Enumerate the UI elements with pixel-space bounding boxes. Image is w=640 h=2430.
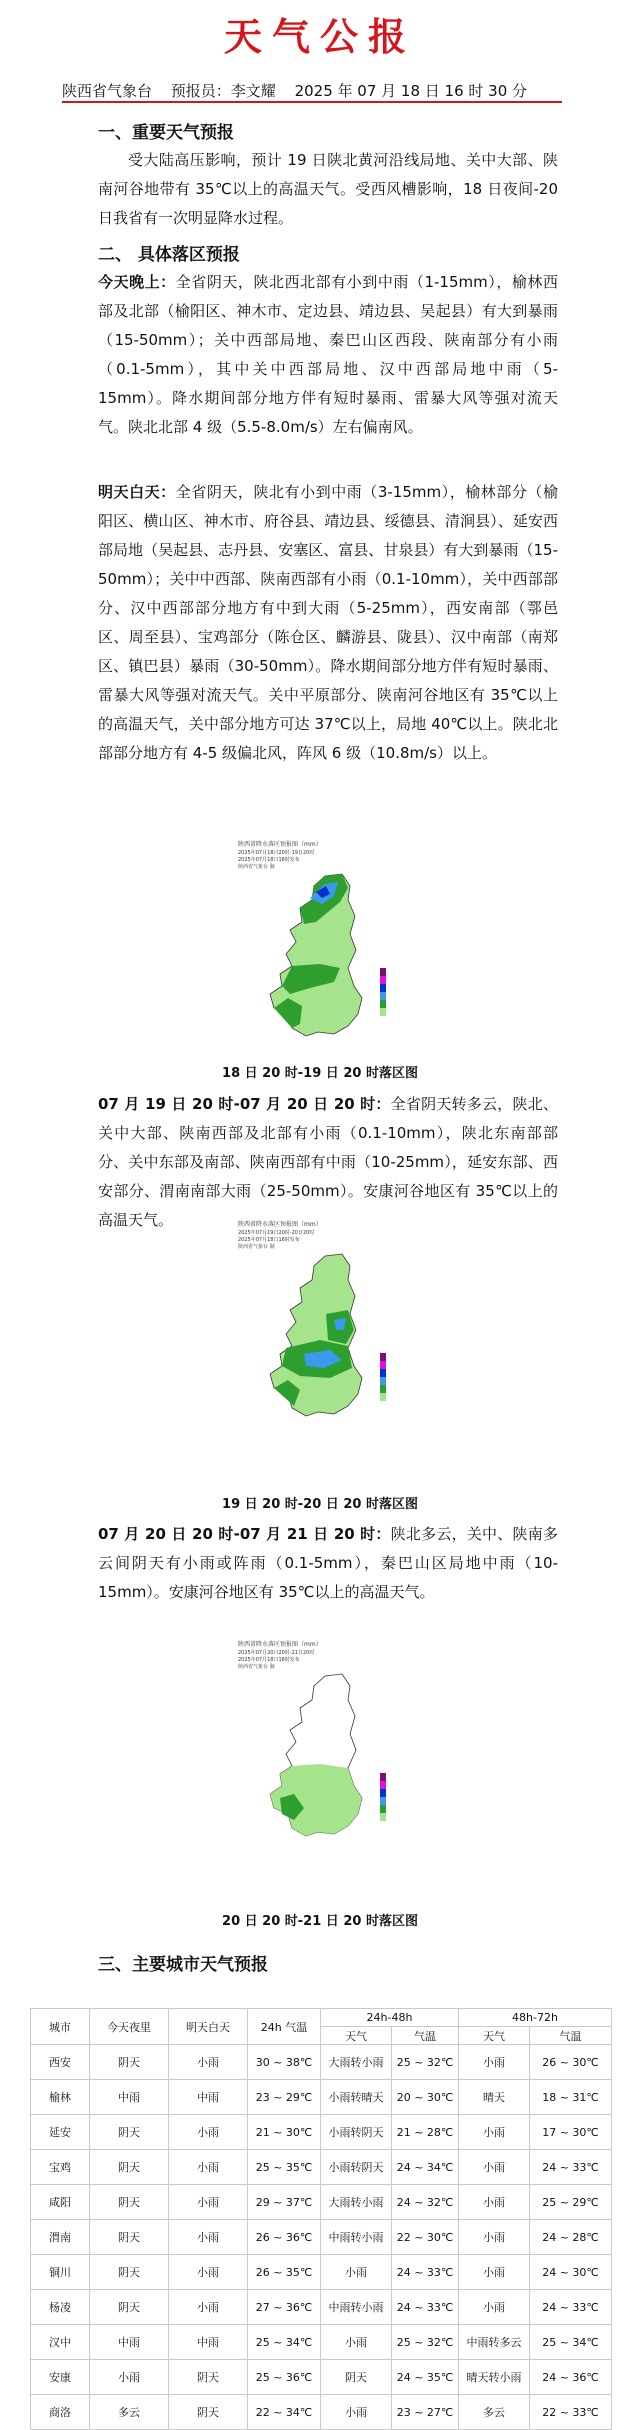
table-cell: 榆林	[31, 2080, 90, 2115]
table-cell: 小雨	[90, 2360, 169, 2395]
table-cell: 小雨	[459, 2290, 530, 2325]
map2-legend	[380, 1353, 386, 1401]
table-row	[31, 2290, 612, 2325]
table-row	[31, 2115, 612, 2150]
table-cell: 25 ~ 32℃	[392, 2045, 459, 2080]
table-cell: 铜川	[31, 2255, 90, 2290]
section2-heading: 二、 具体落区预报	[98, 245, 240, 265]
col-tomorrow: 明天白天	[169, 2009, 248, 2045]
map1-caption: 18 日 20 时-19 日 20 时落区图	[222, 1066, 418, 1081]
table-row	[31, 2220, 612, 2255]
table-cell: 阴天	[169, 2360, 248, 2395]
table-cell: 小雨	[321, 2255, 392, 2290]
precip-map-1	[230, 838, 420, 1053]
table-cell: 24 ~ 33℃	[392, 2290, 459, 2325]
table-cell: 25 ~ 32℃	[392, 2325, 459, 2360]
map3-title: 陕西省降水落区预报图（mm）	[238, 1641, 322, 1648]
table-cell: 26 ~ 36℃	[248, 2220, 321, 2255]
table-cell: 阴天	[321, 2360, 392, 2395]
section1-heading: 一、重要天气预报	[98, 123, 234, 143]
col-h72: 48h-72h	[459, 2009, 612, 2027]
issuer-agency: 陕西省气象台	[62, 82, 153, 100]
table-cell: 阴天	[90, 2255, 169, 2290]
table-cell: 阴天	[169, 2395, 248, 2430]
table-row	[31, 2185, 612, 2220]
table-cell: 24 ~ 35℃	[392, 2360, 459, 2395]
table-cell: 27 ~ 36℃	[248, 2290, 321, 2325]
map1-org: 陕西省气象台 制	[238, 864, 275, 870]
map2-period: 2025年07月19日20时-20日20时	[238, 1230, 315, 1236]
table-row	[31, 2255, 612, 2290]
tomorrow-text: 全省阴天，陕北有小到中雨（3-15mm），榆林部分（榆阳区、横山区、神木市、府谷县、靖边县、绥德县、清涧县）、延安西部局地（吴起县、志丹县、安塞区、富县、甘泉县）有大到暴雨（15-50mm）；关中中西部、陕南西部有小雨（0.1-10mm），关中西部部分、汉中西部部分地方有中到大雨（5-25mm），西安南部（鄠邑区、周至县）、宝鸡部分（陈仓区、麟游县、陇县）、汉中南部（南郑区、镇巴县）暴雨（30-50mm）。降水期间部分地方伴有短时暴雨、雷暴大风等强对流天气。关中平原部分、陕南河谷地区有 35℃以上的高温天气，关中部分地方可达 37℃以上，局地 40℃以上。陕北北部部分地方有 4-5 级偏北风，阵风 6 级（10.8m/s）以上。	[98, 483, 558, 762]
issuer-line	[62, 80, 562, 101]
table-cell: 阴天	[90, 2115, 169, 2150]
tomorrow-label: 明天白天：	[98, 483, 176, 501]
map2-title: 陕西省降水落区预报图（mm）	[238, 1221, 322, 1228]
table-cell: 中雨	[90, 2080, 169, 2115]
table-cell: 小雨	[459, 2115, 530, 2150]
day2-text: 全省阴天转多云，陕北、关中大部、陕南西部及北部有小雨（0.1-10mm），陕北东南部部分、关中东部及南部、陕南西部有中雨（10-25mm），延安东部、西安部分、渭南南部大雨（25-50mm）。安康河谷地区有 35℃以上的高温天气。	[98, 1095, 558, 1229]
table-cell: 20 ~ 30℃	[392, 2080, 459, 2115]
table-cell: 24 ~ 33℃	[392, 2255, 459, 2290]
table-cell: 22 ~ 33℃	[530, 2395, 612, 2430]
map3-issued: 2025年07月18日16时发布	[238, 1657, 300, 1663]
table-cell: 25 ~ 36℃	[248, 2360, 321, 2395]
tonight-paragraph	[98, 268, 558, 442]
table-cell: 杨凌	[31, 2290, 90, 2325]
table-cell: 25 ~ 34℃	[248, 2325, 321, 2360]
map1-issued: 2025年07月18日16时发布	[238, 857, 300, 863]
table-cell: 小雨	[169, 2220, 248, 2255]
precip-map-3	[230, 1638, 420, 1863]
col-h48-weather: 天气	[321, 2027, 392, 2045]
map2-org: 陕西省气象台 制	[238, 1244, 275, 1250]
table-cell: 24 ~ 30℃	[530, 2255, 612, 2290]
table-cell: 26 ~ 35℃	[248, 2255, 321, 2290]
table-cell: 24 ~ 32℃	[392, 2185, 459, 2220]
map1-title: 陕西省降水落区预报图（mm）	[238, 841, 322, 848]
table-row	[31, 2150, 612, 2185]
table-cell: 延安	[31, 2115, 90, 2150]
table-cell: 小雨	[459, 2220, 530, 2255]
table-cell: 25 ~ 35℃	[248, 2150, 321, 2185]
table-cell: 多云	[459, 2395, 530, 2430]
day3-paragraph	[98, 1520, 558, 1607]
table-cell: 23 ~ 27℃	[392, 2395, 459, 2430]
section3-heading: 三、主要城市天气预报	[98, 1955, 268, 1975]
city-forecast-table	[30, 2008, 612, 2430]
table-cell: 晴天	[459, 2080, 530, 2115]
red-rule	[62, 101, 562, 103]
col-h72-temp: 气温	[530, 2027, 612, 2045]
col-city: 城市	[31, 2009, 90, 2045]
table-cell: 24 ~ 36℃	[530, 2360, 612, 2395]
col-temp24: 24h 气温	[248, 2009, 321, 2045]
table-cell: 21 ~ 28℃	[392, 2115, 459, 2150]
table-cell: 22 ~ 34℃	[248, 2395, 321, 2430]
table-cell: 汉中	[31, 2325, 90, 2360]
table-cell: 22 ~ 30℃	[392, 2220, 459, 2255]
table-cell: 小雨	[169, 2255, 248, 2290]
table-cell: 小雨	[321, 2325, 392, 2360]
table-cell: 中雨转小雨	[321, 2220, 392, 2255]
table-cell: 中雨转多云	[459, 2325, 530, 2360]
col-h48: 24h-48h	[321, 2009, 459, 2027]
map3-caption: 20 日 20 时-21 日 20 时落区图	[222, 1914, 418, 1929]
table-cell: 29 ~ 37℃	[248, 2185, 321, 2220]
map1-legend	[380, 968, 386, 1016]
table-row	[31, 2045, 612, 2080]
day3-text: 陕北多云，关中、陕南多云间阴天有小雨或阵雨（0.1-5mm），秦巴山区局地中雨（10-15mm）。安康河谷地区有 35℃以上的高温天气。	[98, 1525, 558, 1601]
table-cell: 晴天转小雨	[459, 2360, 530, 2395]
table-cell: 30 ~ 38℃	[248, 2045, 321, 2080]
table-cell: 阴天	[90, 2045, 169, 2080]
table-cell: 24 ~ 33℃	[530, 2150, 612, 2185]
table-row	[31, 2325, 612, 2360]
precip-map-2	[230, 1218, 420, 1448]
table-cell: 商洛	[31, 2395, 90, 2430]
table-row	[31, 2360, 612, 2395]
table-cell: 23 ~ 29℃	[248, 2080, 321, 2115]
table-cell: 小雨	[169, 2045, 248, 2080]
table-cell: 小雨转阴天	[321, 2115, 392, 2150]
table-cell: 中雨转小雨	[321, 2290, 392, 2325]
col-h48-temp: 气温	[392, 2027, 459, 2045]
table-cell: 阴天	[90, 2185, 169, 2220]
table-cell: 小雨	[459, 2150, 530, 2185]
table-cell: 小雨	[169, 2150, 248, 2185]
map1-period: 2025年07月18日20时-19日20时	[238, 850, 315, 856]
table-cell: 中雨	[90, 2325, 169, 2360]
table-cell: 阴天	[90, 2220, 169, 2255]
table-cell: 大雨转小雨	[321, 2045, 392, 2080]
table-row	[31, 2395, 612, 2430]
table-cell: 小雨转阴天	[321, 2150, 392, 2185]
table-cell: 咸阳	[31, 2185, 90, 2220]
table-cell: 18 ~ 31℃	[530, 2080, 612, 2115]
col-tonight: 今天夜里	[90, 2009, 169, 2045]
table-cell: 多云	[90, 2395, 169, 2430]
table-cell: 小雨	[459, 2185, 530, 2220]
day2-label: 07 月 19 日 20 时-07 月 20 日 20 时：	[98, 1095, 391, 1113]
section1-text: 受大陆高压影响，预计 19 日陕北黄河沿线局地、关中大部、陕南河谷地带有 35℃以上的高温天气。受西风槽影响，18 日夜间-20 日我省有一次明显降水过程。	[98, 151, 558, 227]
table-cell: 大雨转小雨	[321, 2185, 392, 2220]
table-cell: 宝鸡	[31, 2150, 90, 2185]
map3-period: 2025年07月20日20时-21日20时	[238, 1650, 315, 1656]
table-cell: 17 ~ 30℃	[530, 2115, 612, 2150]
table-cell: 渭南	[31, 2220, 90, 2255]
table-cell: 小雨	[169, 2290, 248, 2325]
table-cell: 24 ~ 34℃	[392, 2150, 459, 2185]
table-cell: 小雨转晴天	[321, 2080, 392, 2115]
issuer-forecaster: 预报员：李文耀	[170, 82, 276, 100]
table-cell: 中雨	[169, 2080, 248, 2115]
table-cell: 25 ~ 34℃	[530, 2325, 612, 2360]
table-cell: 24 ~ 28℃	[530, 2220, 612, 2255]
tonight-label: 今天晚上：	[98, 273, 176, 291]
day3-label: 07 月 20 日 20 时-07 月 21 日 20 时：	[98, 1525, 391, 1543]
table-cell: 阴天	[90, 2290, 169, 2325]
issuer-datetime: 2025 年 07 月 18 日 16 时 30 分	[294, 82, 528, 100]
table-cell: 25 ~ 29℃	[530, 2185, 612, 2220]
tomorrow-paragraph	[98, 478, 558, 768]
table-cell: 阴天	[90, 2150, 169, 2185]
map3-org: 陕西省气象台 制	[238, 1664, 275, 1670]
table-cell: 26 ~ 30℃	[530, 2045, 612, 2080]
table-cell: 21 ~ 30℃	[248, 2115, 321, 2150]
map2-issued: 2025年07月18日16时发布	[238, 1237, 300, 1243]
map3-legend	[380, 1773, 386, 1821]
table-cell: 小雨	[321, 2395, 392, 2430]
tonight-text: 全省阴天，陕北西北部有小到中雨（1-15mm），榆林西部及北部（榆阳区、神木市、定边县、靖边县、吴起县）有大到暴雨（15-50mm）；关中西部局地、秦巴山区西段、陕南部分有小雨（0.1-5mm），其中关中西部局地、汉中西部局地中雨（5-15mm）。降水期间部分地方伴有短时暴雨、雷暴大风等强对流天气。陕北北部 4 级（5.5-8.0m/s）左右偏南风。	[98, 273, 558, 436]
table-cell: 小雨	[169, 2185, 248, 2220]
map2-caption: 19 日 20 时-20 日 20 时落区图	[222, 1497, 418, 1512]
table-cell: 小雨	[459, 2255, 530, 2290]
col-h72-weather: 天气	[459, 2027, 530, 2045]
bulletin-title: 天气公报	[223, 15, 416, 59]
table-cell: 小雨	[169, 2115, 248, 2150]
table-cell: 安康	[31, 2360, 90, 2395]
day2-paragraph	[98, 1090, 558, 1235]
table-cell: 西安	[31, 2045, 90, 2080]
table-cell: 24 ~ 33℃	[530, 2290, 612, 2325]
table-cell: 小雨	[459, 2045, 530, 2080]
table-cell: 中雨	[169, 2325, 248, 2360]
table-row	[31, 2080, 612, 2115]
